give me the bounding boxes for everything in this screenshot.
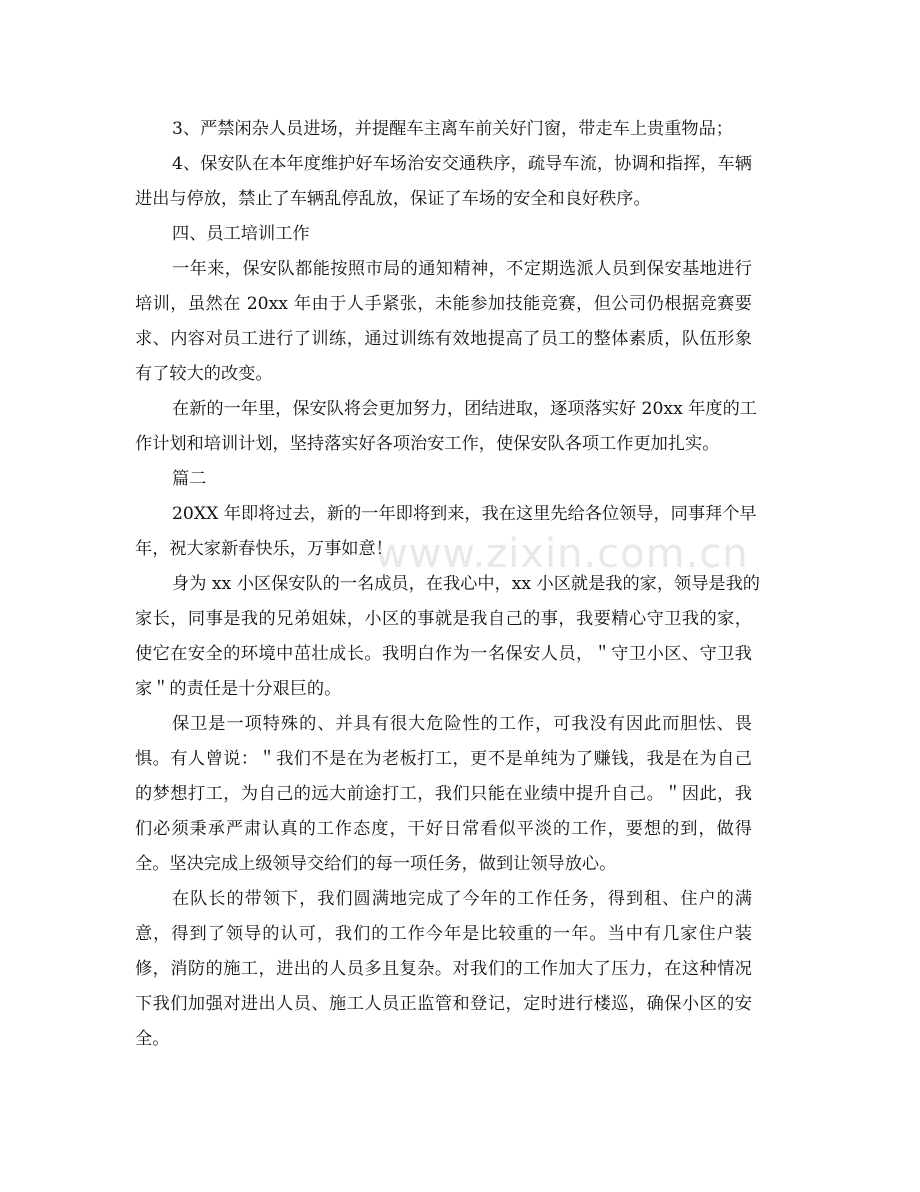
section-heading <box>172 217 752 252</box>
text-line: 四、员工培训工作 <box>172 224 310 244</box>
text-line: 家＂的责任是十分艰巨的。 <box>135 679 342 699</box>
text-line: 20XX 年即将过去，新的一年即将到来，我在这里先给各位领导，同事拜个早 <box>172 504 757 524</box>
text-line: 作计划和培训计划，坚持落实好各项治安工作，使保安队各项工作更加扎实。 <box>135 434 720 454</box>
text-line: 4、保安队在本年度维护好车场治安交通秩序，疏导车流，协调和指挥，车辆 <box>172 154 752 174</box>
text-line: 惧。有人曾说：＂我们不是在为老板打工，更不是单纯为了赚钱，我是在为自己 <box>135 749 752 769</box>
text-line: 年，祝大家新春快乐，万事如意！ <box>135 539 393 559</box>
paragraph <box>135 882 752 1057</box>
section-heading <box>172 462 752 497</box>
text-line: 们必须秉承严肃认真的工作态度，干好日常看似平淡的工作，要想的到，做得 <box>135 819 752 839</box>
text-line: 使它在安全的环境中茁壮成长。我明白作为一名保安人员，＂守卫小区、守卫我 <box>135 644 752 664</box>
paragraph <box>135 707 752 882</box>
watermark-text: www.zixin.com.cn <box>375 531 749 577</box>
text-line: 篇二 <box>172 469 207 489</box>
paragraph <box>135 252 752 392</box>
paragraph <box>135 497 757 567</box>
text-line: 全。坚决完成上级领导交给们的每一项任务，做到让领导放心。 <box>135 854 617 874</box>
text-line: 有了较大的改变。 <box>135 364 273 384</box>
paragraph <box>135 392 757 462</box>
text-line: 全。 <box>135 1029 170 1049</box>
text-line: 保卫是一项特殊的、并具有很大危险性的工作，可我没有因此而胆怯、畏 <box>172 714 752 734</box>
text-line: 培训，虽然在 20xx 年由于人手紧张，未能参加技能竞赛，但公司仍根据竞赛要 <box>135 294 752 314</box>
paragraph <box>135 147 752 217</box>
text-line: 在新的一年里，保安队将会更加努力，团结进取，逐项落实好 20xx 年度的工 <box>172 399 757 419</box>
text-line: 在队长的带领下，我们圆满地完成了今年的工作任务，得到租、住户的满 <box>172 889 752 909</box>
text-line: 意，得到了领导的认可，我们的工作今年是比较重的一年。当中有几家住户装 <box>135 924 752 944</box>
text-line: 身为 xx 小区保安队的一名成员，在我心中，xx 小区就是我的家，领导是我的 <box>172 574 760 594</box>
text-line: 修，消防的施工，进出的人员多且复杂。对我们的工作加大了压力，在这种情况 <box>135 959 752 979</box>
paragraph <box>172 112 752 147</box>
paragraph <box>135 567 760 707</box>
text-line: 下我们加强对进出人员、施工人员正监管和登记，定时进行楼巡，确保小区的安 <box>135 994 752 1014</box>
text-line: 家长，同事是我的兄弟姐妹，小区的事就是我自己的事，我要精心守卫我的家， <box>135 609 752 629</box>
text-line: 3、严禁闲杂人员进场，并提醒车主离车前关好门窗，带走车上贵重物品； <box>172 119 733 139</box>
document-body <box>135 112 760 1057</box>
text-line: 进出与停放，禁止了车辆乱停乱放，保证了车场的安全和良好秩序。 <box>135 189 651 209</box>
text-line: 求、内容对员工进行了训练，通过训练有效地提高了员工的整体素质，队伍形象 <box>135 329 752 349</box>
text-line: 一年来，保安队都能按照市局的通知精神，不定期选派人员到保安基地进行 <box>172 259 752 279</box>
text-line: 的梦想打工，为自己的远大前途打工，我们只能在业绩中提升自己。＂因此，我 <box>135 784 752 804</box>
